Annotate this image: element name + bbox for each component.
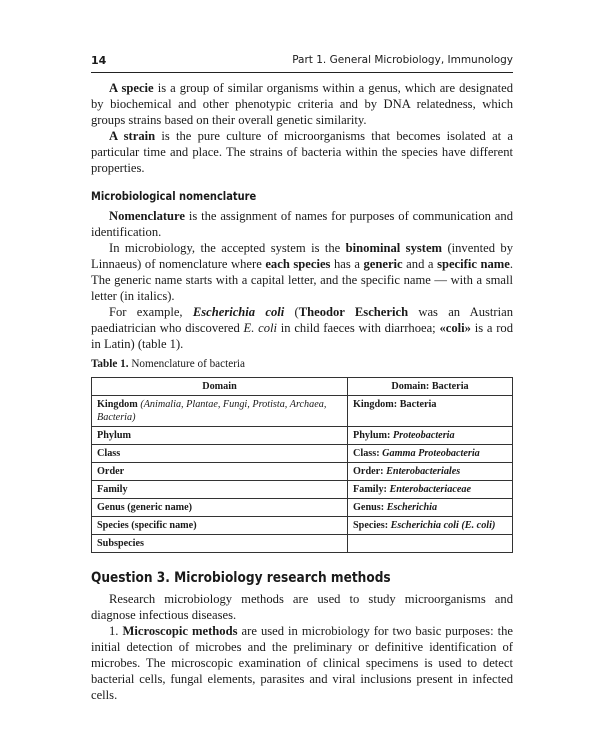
table-row <box>92 445 513 463</box>
table-row <box>92 427 513 445</box>
paragraph-example: For example, Escherichia coli (Theodor Escherich was an Austrian paediatrician who discovered E. coli in child faeces with diarrhoea; «coli» is a rod in Latin) (table 1). <box>91 305 514 351</box>
term-strain: A strain <box>109 129 156 143</box>
table-row <box>92 463 513 481</box>
table-row <box>92 396 513 427</box>
table-cell-rank: Species (specific name) <box>92 517 348 535</box>
table-cell-value <box>348 535 513 553</box>
table-cell-value: Class: Gamma Proteobacteria <box>348 445 513 463</box>
page-body <box>91 80 513 703</box>
running-header <box>91 54 513 73</box>
table-cell-rank: Kingdom (Animalia, Plantae, Fungi, Protista, Archaea, Bacteria) <box>92 396 348 427</box>
table-row <box>92 481 513 499</box>
paragraph-research-methods: Research microbiology methods are used to study microorganisms and diagnose infectious diseases. <box>91 592 513 622</box>
table-cell-rank: Phylum <box>92 427 348 445</box>
table-cell-rank: Order <box>92 463 348 481</box>
table-cell-rank: Class <box>92 445 348 463</box>
running-title: Part 1. General Microbiology, Immunology <box>292 54 513 66</box>
section-heading-question-3: Question 3. Microbiology research methods <box>91 570 391 586</box>
table-cell-value: Family: Enterobacteriaceae <box>348 481 513 499</box>
table-caption: Table 1. Nomenclature of bacteria <box>91 358 245 370</box>
table-cell-rank: Genus (generic name) <box>92 499 348 517</box>
table-cell-rank: Subspecies <box>92 535 348 553</box>
term-specie: A specie <box>109 81 154 95</box>
table-cell-rank: Family <box>92 481 348 499</box>
section-heading-nomenclature: Microbiological nomenclature <box>91 189 257 203</box>
paragraph-binominal-system: In microbiology, the accepted system is the binominal system (invented by Linnaeus) of nomenclature where each species has a generic and a specific name. The generic name starts with a capital letter, and the specific name — with a small letter (in italics). <box>91 241 514 303</box>
table-row <box>92 517 513 535</box>
table-row <box>92 535 513 553</box>
table-row <box>92 499 513 517</box>
paragraph-nomenclature-definition: Nomenclature is the assignment of names for purposes of communication and identification. <box>91 209 513 239</box>
table-cell-value: Order: Enterobacteriales <box>348 463 513 481</box>
table-cell-value: Species: Escherichia coli (E. coli) <box>348 517 513 535</box>
table-cell-value: Phylum: Proteobacteria <box>348 427 513 445</box>
page-number: 14 <box>91 54 107 67</box>
column-header: Domain: Bacteria <box>348 378 513 396</box>
nomenclature-table <box>91 377 513 553</box>
paragraph-specie: A specie is a group of similar organisms within a genus, which are designated by biochemical and other phenotypic criteria and by DNA relatedness, which groups strains based on their overall genetic similarity. <box>91 81 513 127</box>
table-cell-value: Kingdom: Bacteria <box>348 396 513 427</box>
column-header: Domain <box>92 378 348 396</box>
paragraph-microscopic-methods: 1. Microscopic methods are used in microbiology for two basic purposes: the initial detection of microbes and the preliminary or definitive identification of microbes. The microscopic examination of clinical specimens is used to detect bacterial cells, fungal elements, parasites and viral inclusions present in infected cells. <box>91 624 513 702</box>
table-cell-value: Genus: Escherichia <box>348 499 513 517</box>
paragraph-strain: A strain is the pure culture of microorganisms that becomes isolated at a particular time and place. The strains of bacteria within the species have different properties. <box>91 129 513 175</box>
table-header-row <box>92 378 513 396</box>
